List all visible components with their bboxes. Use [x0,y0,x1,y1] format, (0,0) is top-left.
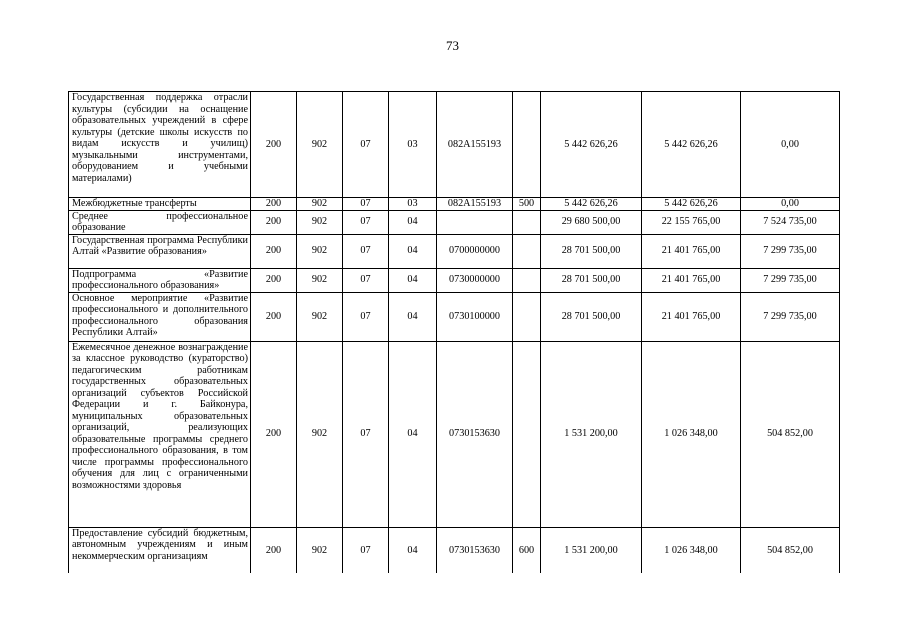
gr-cell: 200 [251,198,297,211]
sum3-cell: 7 299 735,00 [741,234,840,268]
ved-cell: 902 [297,92,343,198]
name-cell: Ежемесячное денежное вознаграждение за классное руководство (кураторство) педагогическим работникам государственных образовательных организаций субъектов Российской Федерации и г. Байконура, муниципальных образовательных организаций, реализующих образовательные программы среднего профессионального образования, в том числе программы профессионального обучения для лиц с ограниченными возможностями здоровья [69,341,251,527]
page-number: 73 [446,38,459,53]
table-row [69,527,840,573]
vr-cell [513,268,541,292]
table-row [69,210,840,234]
sum2-cell: 22 155 765,00 [642,210,741,234]
name-cell: Предоставление субсидий бюджетным, автономным учреждениям и иным некоммерческим организациям [69,527,251,573]
table-row [69,268,840,292]
vr-cell: 500 [513,198,541,211]
pr-cell: 04 [389,234,437,268]
rz-cell: 07 [343,527,389,573]
name-cell: Среднее профессиональное образование [69,210,251,234]
csr-cell: 0730153630 [437,341,513,527]
rz-cell: 07 [343,341,389,527]
pr-cell: 03 [389,198,437,211]
gr-cell: 200 [251,234,297,268]
csr-cell [437,210,513,234]
gr-cell: 200 [251,341,297,527]
ved-cell: 902 [297,268,343,292]
budget-table [68,91,840,573]
ved-cell: 902 [297,292,343,341]
gr-cell: 200 [251,292,297,341]
ved-cell: 902 [297,527,343,573]
gr-cell: 200 [251,92,297,198]
gr-cell: 200 [251,268,297,292]
name-cell: Государственная программа Республики Алтай «Развитие образования» [69,234,251,268]
sum1-cell: 29 680 500,00 [541,210,642,234]
table-row [69,92,840,198]
pr-cell: 04 [389,268,437,292]
vr-cell [513,234,541,268]
rz-cell: 07 [343,210,389,234]
sum2-cell: 1 026 348,00 [642,341,741,527]
vr-cell: 600 [513,527,541,573]
rz-cell: 07 [343,234,389,268]
pr-cell: 04 [389,292,437,341]
rz-cell: 07 [343,198,389,211]
sum1-cell: 1 531 200,00 [541,527,642,573]
pr-cell: 04 [389,527,437,573]
sum3-cell: 504 852,00 [741,341,840,527]
sum1-cell: 28 701 500,00 [541,292,642,341]
sum2-cell: 5 442 626,26 [642,92,741,198]
sum1-cell: 5 442 626,26 [541,198,642,211]
csr-cell: 082A155193 [437,92,513,198]
sum1-cell: 1 531 200,00 [541,341,642,527]
name-cell: Межбюджетные трансферты [69,198,251,211]
ved-cell: 902 [297,234,343,268]
table-row [69,198,840,211]
gr-cell: 200 [251,210,297,234]
csr-cell: 0730000000 [437,268,513,292]
rz-cell: 07 [343,268,389,292]
rz-cell: 07 [343,292,389,341]
name-cell: Основное мероприятие «Развитие профессионального и дополнительного профессионального образования Республики Алтай» [69,292,251,341]
sum2-cell: 21 401 765,00 [642,292,741,341]
gr-cell: 200 [251,527,297,573]
sum1-cell: 5 442 626,26 [541,92,642,198]
csr-cell: 0700000000 [437,234,513,268]
sum3-cell: 504 852,00 [741,527,840,573]
sum3-cell: 7 299 735,00 [741,292,840,341]
ved-cell: 902 [297,198,343,211]
sum1-cell: 28 701 500,00 [541,234,642,268]
table-row [69,341,840,527]
sum3-cell: 0,00 [741,198,840,211]
ved-cell: 902 [297,210,343,234]
sum2-cell: 21 401 765,00 [642,234,741,268]
name-cell: Государственная поддержка отрасли культуры (субсидии на оснащение образовательных учреждений в сфере культуры (детские школы искусств по видам искусств и училищ) музыкальными инструментами, оборудованием и учебными материалами) [69,92,251,198]
ved-cell: 902 [297,341,343,527]
table-row [69,234,840,268]
csr-cell: 0730153630 [437,527,513,573]
vr-cell [513,341,541,527]
csr-cell: 082A155193 [437,198,513,211]
table-row [69,292,840,341]
vr-cell [513,292,541,341]
sum2-cell: 5 442 626,26 [642,198,741,211]
sum2-cell: 21 401 765,00 [642,268,741,292]
sum1-cell: 28 701 500,00 [541,268,642,292]
vr-cell [513,92,541,198]
rz-cell: 07 [343,92,389,198]
sum3-cell: 7 524 735,00 [741,210,840,234]
pr-cell: 04 [389,341,437,527]
sum2-cell: 1 026 348,00 [642,527,741,573]
pr-cell: 03 [389,92,437,198]
sum3-cell: 0,00 [741,92,840,198]
sum3-cell: 7 299 735,00 [741,268,840,292]
name-cell: Подпрограмма «Развитие профессионального образования» [69,268,251,292]
csr-cell: 0730100000 [437,292,513,341]
pr-cell: 04 [389,210,437,234]
vr-cell [513,210,541,234]
